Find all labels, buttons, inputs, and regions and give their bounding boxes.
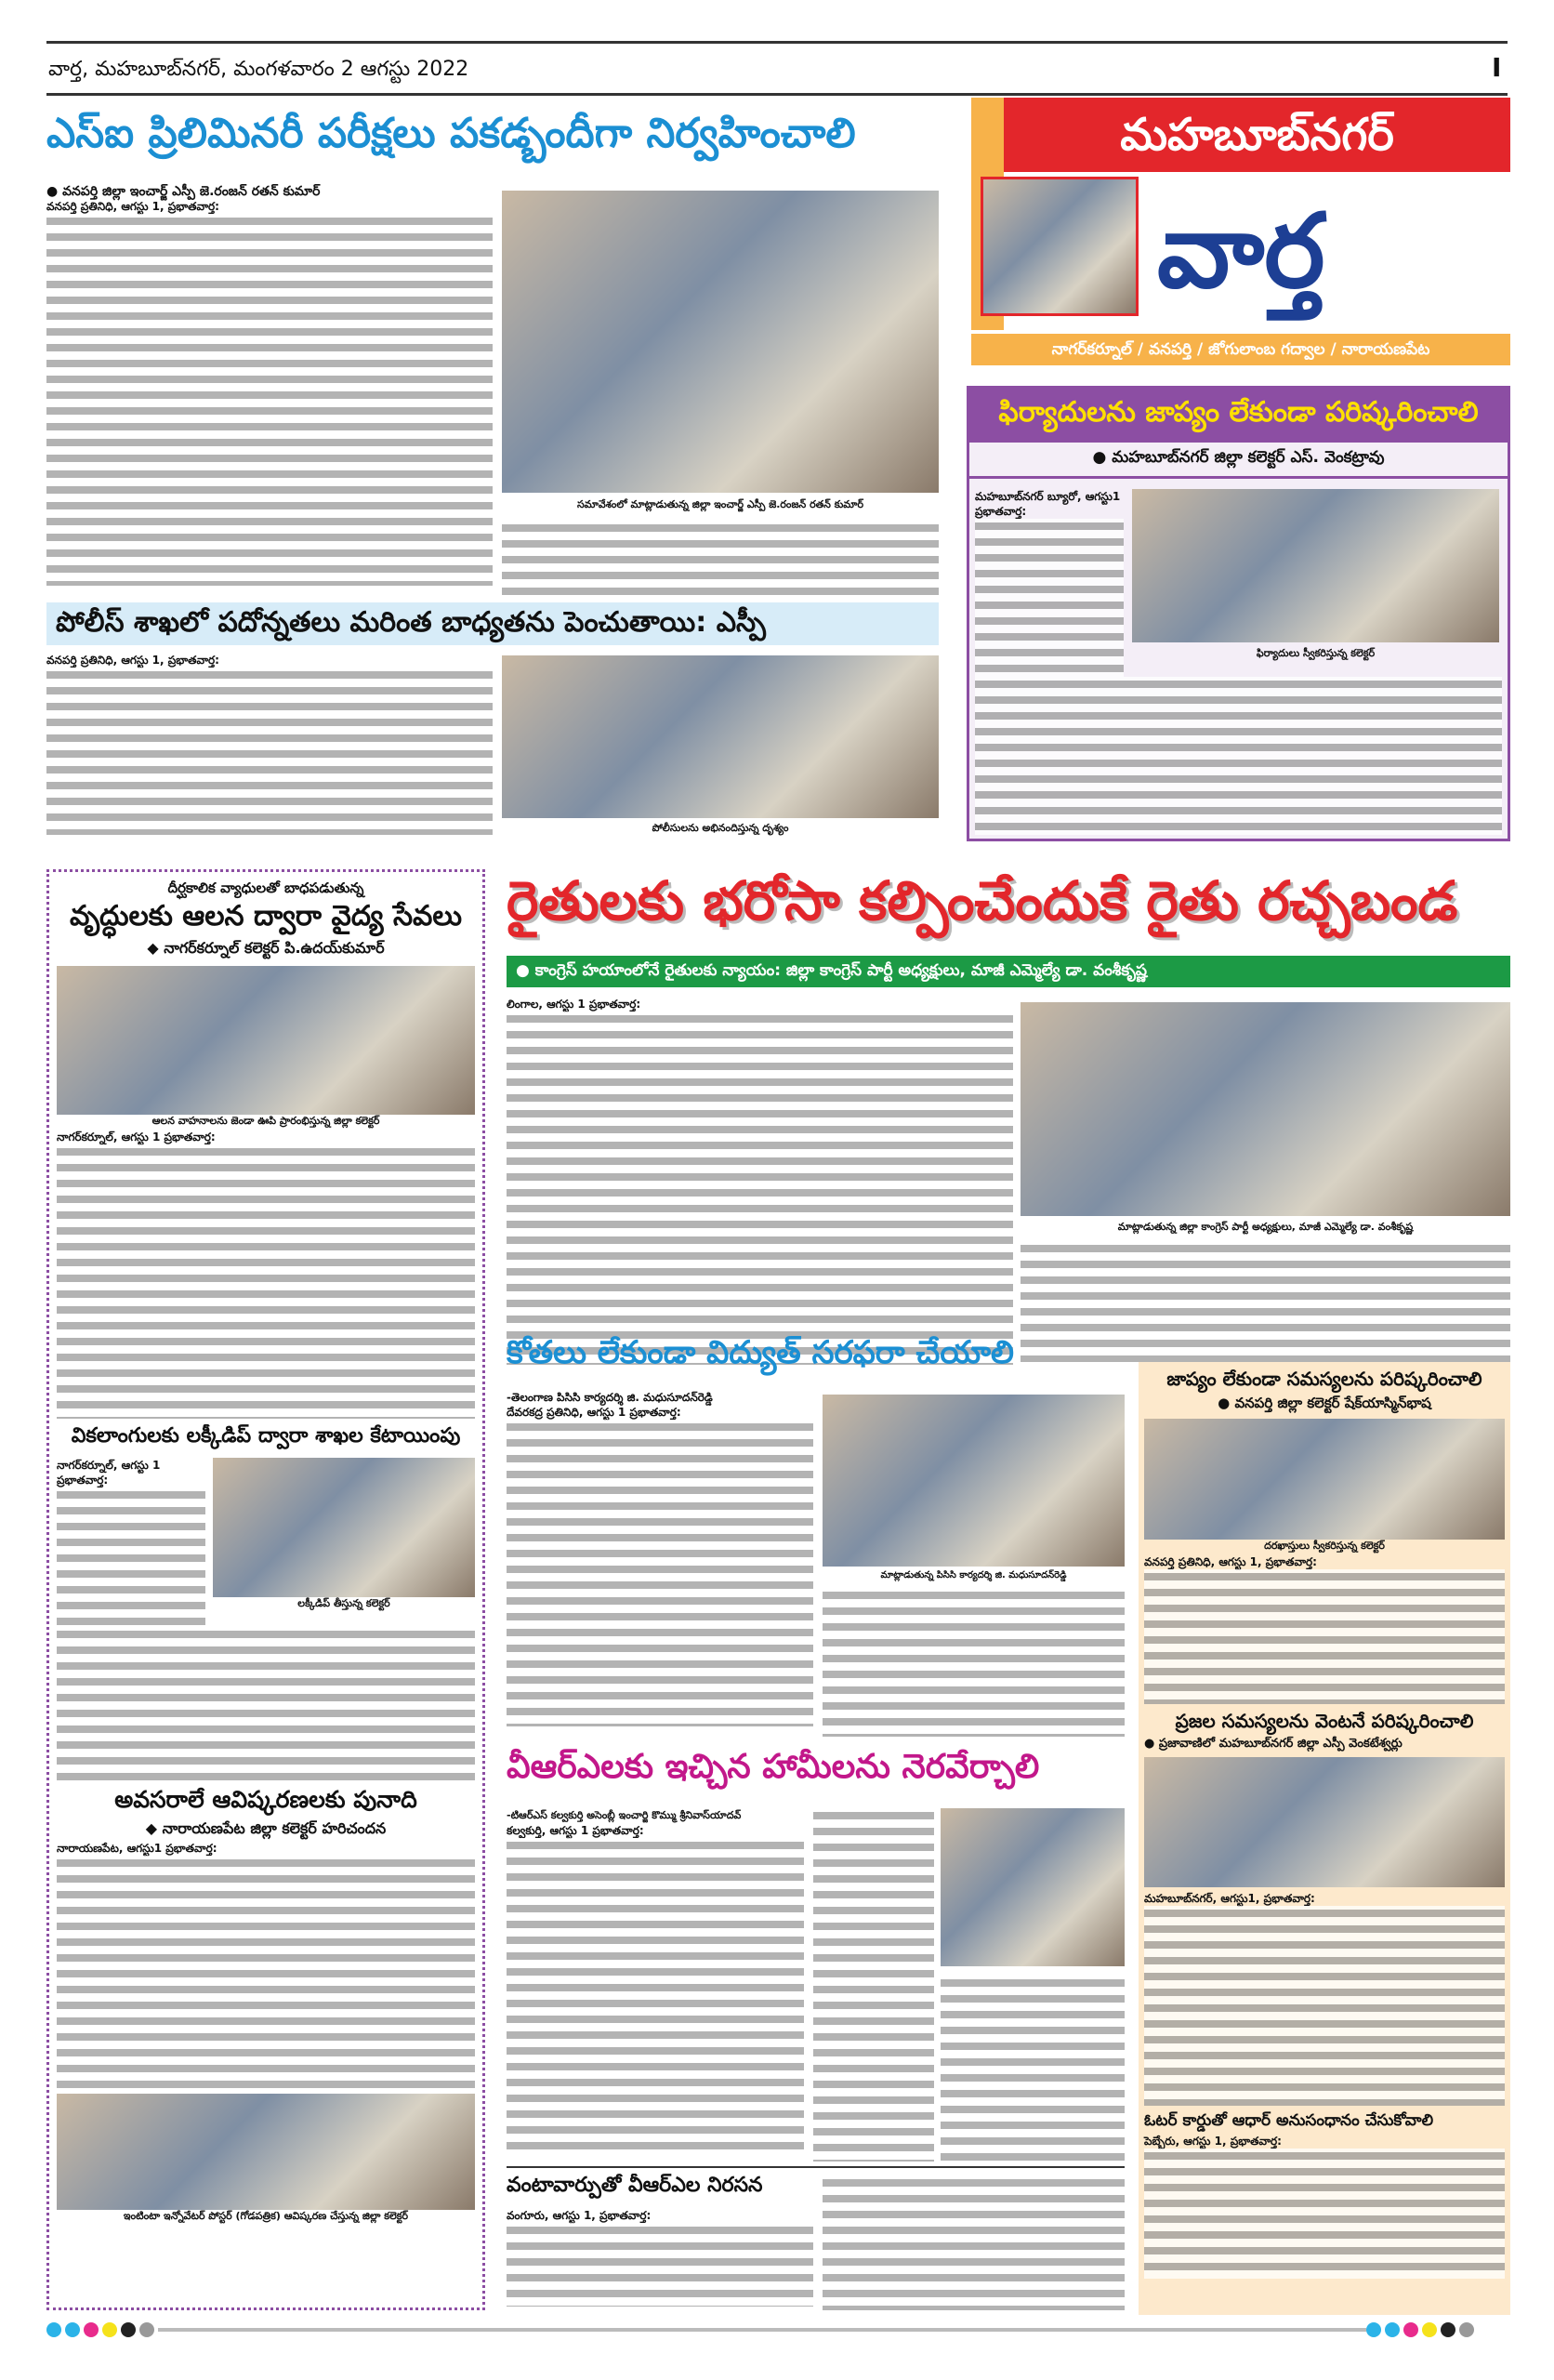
caption: మాట్లాడుతున్న పిసిసి కార్యదర్శి జి. మధుసూదన్‌రెడ్డి [880,1570,1067,1580]
kicker: దీర్ఘకాలిక వ్యాధులతో బాధపడుతున్న [167,879,364,896]
subhead: ● మహబూబ్‌నగర్ జిల్లా కలెక్టర్ ఎస్. వెంకట్రావు [969,443,1508,479]
headline-si-exams: ఎస్‌ఐ ప్రిలిమినరీ పరీక్షలు పకడ్బందీగా నిర్వహించాలి [46,110,856,157]
headline-grievances: జాప్యం లేకుండా సమస్యలను పరిష్కరించాలి [1166,1368,1482,1390]
caption: మాట్లాడుతున్న జిల్లా కాంగ్రెస్ పార్టీ అధ్యక్షులు, మాజీ ఎమ్మెల్యే డా. వంశీకృష్ణ [1117,1221,1414,1233]
color-registration-right [1366,2322,1478,2341]
subhead: ◆ నారాయణపేట జిల్లా కలెక్టర్ హరిచందన [145,1819,387,1837]
dateline: వనపర్తి ప్రతినిధి, ఆగస్టు 1, ప్రభాతవార్త: [46,653,493,668]
dateline: వనపర్తి ప్రతినిధి, ఆగస్టు 1, ప్రభాతవార్త: [1144,1555,1317,1568]
masthead-logo: వార్త [1157,192,1325,311]
page-dateline: వార్త, మహబూబ్‌నగర్, మంగళవారం 2 ఆగస్టు 2022 [48,58,469,81]
headline-complaints: ఫిర్యాదులను జాప్యం లేకుండా పరిష్కరించాలి [969,389,1508,443]
caption: ఫిర్యాదులు స్వీకరిస్తున్న కలెక్టర్ [1256,647,1376,659]
headline-police-promotions: పోలీస్ శాఖలో పదోన్నతలు మరింత బాధ్యతను పెంచుతాయి: ఎస్పీ [46,602,939,645]
caption: ఆలన వాహనాలను జెండా ఊపి ప్రారంభిస్తున్న జిల్లా కలెక్టర్ [151,1115,380,1127]
dateline: కల్వకుర్తి, ఆగస్టు 1 ప్రభాతవార్త: [507,1823,804,1838]
headline-elderly-care: వృద్ధులకు ఆలన ద్వారా వైద్య సేవలు [69,900,463,932]
left-column-box [46,869,485,2310]
headline-voter-aadhaar: ఓటర్ కార్డుతో ఆధార్ అనుసంధానం చేసుకోవాలి [1144,2111,1434,2130]
subhead: ● వనపర్తి జిల్లా కలెక్టర్ షేక్‌యాస్మిన్‌భాష [1218,1395,1431,1411]
subhead: -టిఆర్‌ఎస్ కల్వకుర్తి అసెంబ్లీ ఇంచార్జి కొమ్ము శ్రీనివాస్‌యాదవ్ [507,1808,804,1823]
subhead-congress: ● కాంగ్రెస్ హయాంలోనే రైతులకు న్యాయం: జిల్లా కాంగ్రెస్ పార్టీ అధ్యక్షులు, మాజీ ఎమ్మెల్యే డా. వంశీకృష్ణ [507,956,1510,987]
dateline: నారాయణపేట, ఆగస్టు1 ప్రభాతవార్త: [57,1841,475,1856]
masthead-region: మహబూబ్‌నగర్ [1004,98,1510,172]
dateline: నాగర్‌కర్నూల్, ఆగస్టు 1 ప్రభాతవార్త: [57,1458,205,1488]
dateline: లింగాల, ఆగస్టు 1 ప్రభాతవార్త: [507,997,1013,1012]
subhead: ● వనపర్తి జిల్లా ఇంచార్జ్ ఎస్పీ జె.రంజన్ రతన్ కుమార్ [46,184,493,199]
headline-vra-protest: వంటావార్పుతో వీఆర్‌ఎల నిరసన [507,2174,763,2197]
photo-si-meeting [502,191,939,493]
dateline: దేవరకద్ర ప్రతినిధి, ఆగస్టు 1 ప్రభాతవార్త: [507,1405,813,1420]
photo-congress [1021,1002,1510,1216]
caption: పోలీసులను అభినందిస్తున్న దృశ్యం [652,822,789,834]
headline-innovations: అవసరాలే ఆవిష్కరణలకు పునాది [114,1786,417,1813]
subhead: ◆ నాగర్‌కర్నూల్ కలెక్టర్ పి.ఉదయ్‌కుమార్ [147,939,385,957]
headline-lucky-dip: వికలాంగులకు లక్కీడిప్ ద్వారా శాఖల కేటాయింపు [71,1424,461,1448]
dateline: నాగర్‌కర్నూల్, ఆగస్టు 1 ప్రభాతవార్త: [57,1130,475,1144]
color-registration-left [46,2322,158,2341]
photo-pcc [823,1395,1125,1567]
dateline: వనపర్తి ప్రతినిధి, ఆగస్టు 1, ప్రభాతవార్త: [46,199,493,214]
headline-vra-promises: వీఆర్‌ఎలకు ఇచ్చిన హామీలను నెరవేర్చాలి [507,1748,1040,1786]
subhead: ● ప్రజావాణిలో మహబూబ్‌నగర్ జిల్లా ఎస్పీ వెంకటేశ్వర్లు [1144,1737,1403,1751]
caption: ఇంటింటా ఇన్నోవేటర్ పోస్టర్ (గోడపత్రిక) ఆవిష్కరణ చేస్తున్న జిల్లా కలెక్టర్ [123,2210,409,2222]
caption: లక్కీడిప్ తీస్తున్న కలెక్టర్ [297,1597,390,1609]
caption: సమావేశంలో మాట్లాడుతున్న జిల్లా ఇంచార్జ్ ఎస్పీ జె.రంజన్ రతన్ కుమార్ [577,498,863,510]
headline-public-problems: ప్రజల సమస్యలను వెంటనే పరిష్కరించాలి [1175,1710,1474,1732]
page-marker: I [1492,52,1502,83]
headline-electricity: కోతలు లేకుండా విద్యుత్ సరఫరా చేయాలి [507,1334,1014,1371]
box-complaints [967,386,1510,841]
article-si-exams-body [46,184,493,593]
dateline: మహబూబ్‌నగర్, ఆగస్టు1, ప్రభాతవార్త: [1144,1892,1315,1905]
headline-rythu-rachabanda: రైతులకు భరోసా కల్పించేందుకే రైతు రచ్చబండ [507,869,1458,932]
dateline: వంగూరు, ఆగస్టు 1, ప్రభాతవార్త: [507,2208,813,2223]
dateline: మహబూబ్‌నగర్ బ్యూరో, ఆగస్టు1 ప్రభాతవార్త: [975,490,1121,518]
masthead-districts: నాగర్‌కర్నూల్ / వనపర్తి / జోగులాంబ గద్వాల / నారాయణపేట [971,334,1510,365]
photo-police [502,655,939,818]
subhead: -తెలంగాణ పిసిసి కార్యదర్శి జి. మధుసూదన్‌రెడ్డి [507,1390,813,1405]
photo-vra [941,1808,1125,1966]
dateline: పెబ్బేరు, ఆగస్టు 1, ప్రభాతవార్త: [1144,2135,1282,2148]
caption: దరఖాస్తులు స్వీకరిస్తున్న కలెక్టర్ [1264,1540,1385,1552]
box-grievances [1139,1362,1510,2315]
masthead-photo-dam [981,177,1139,316]
masthead [971,98,1510,365]
